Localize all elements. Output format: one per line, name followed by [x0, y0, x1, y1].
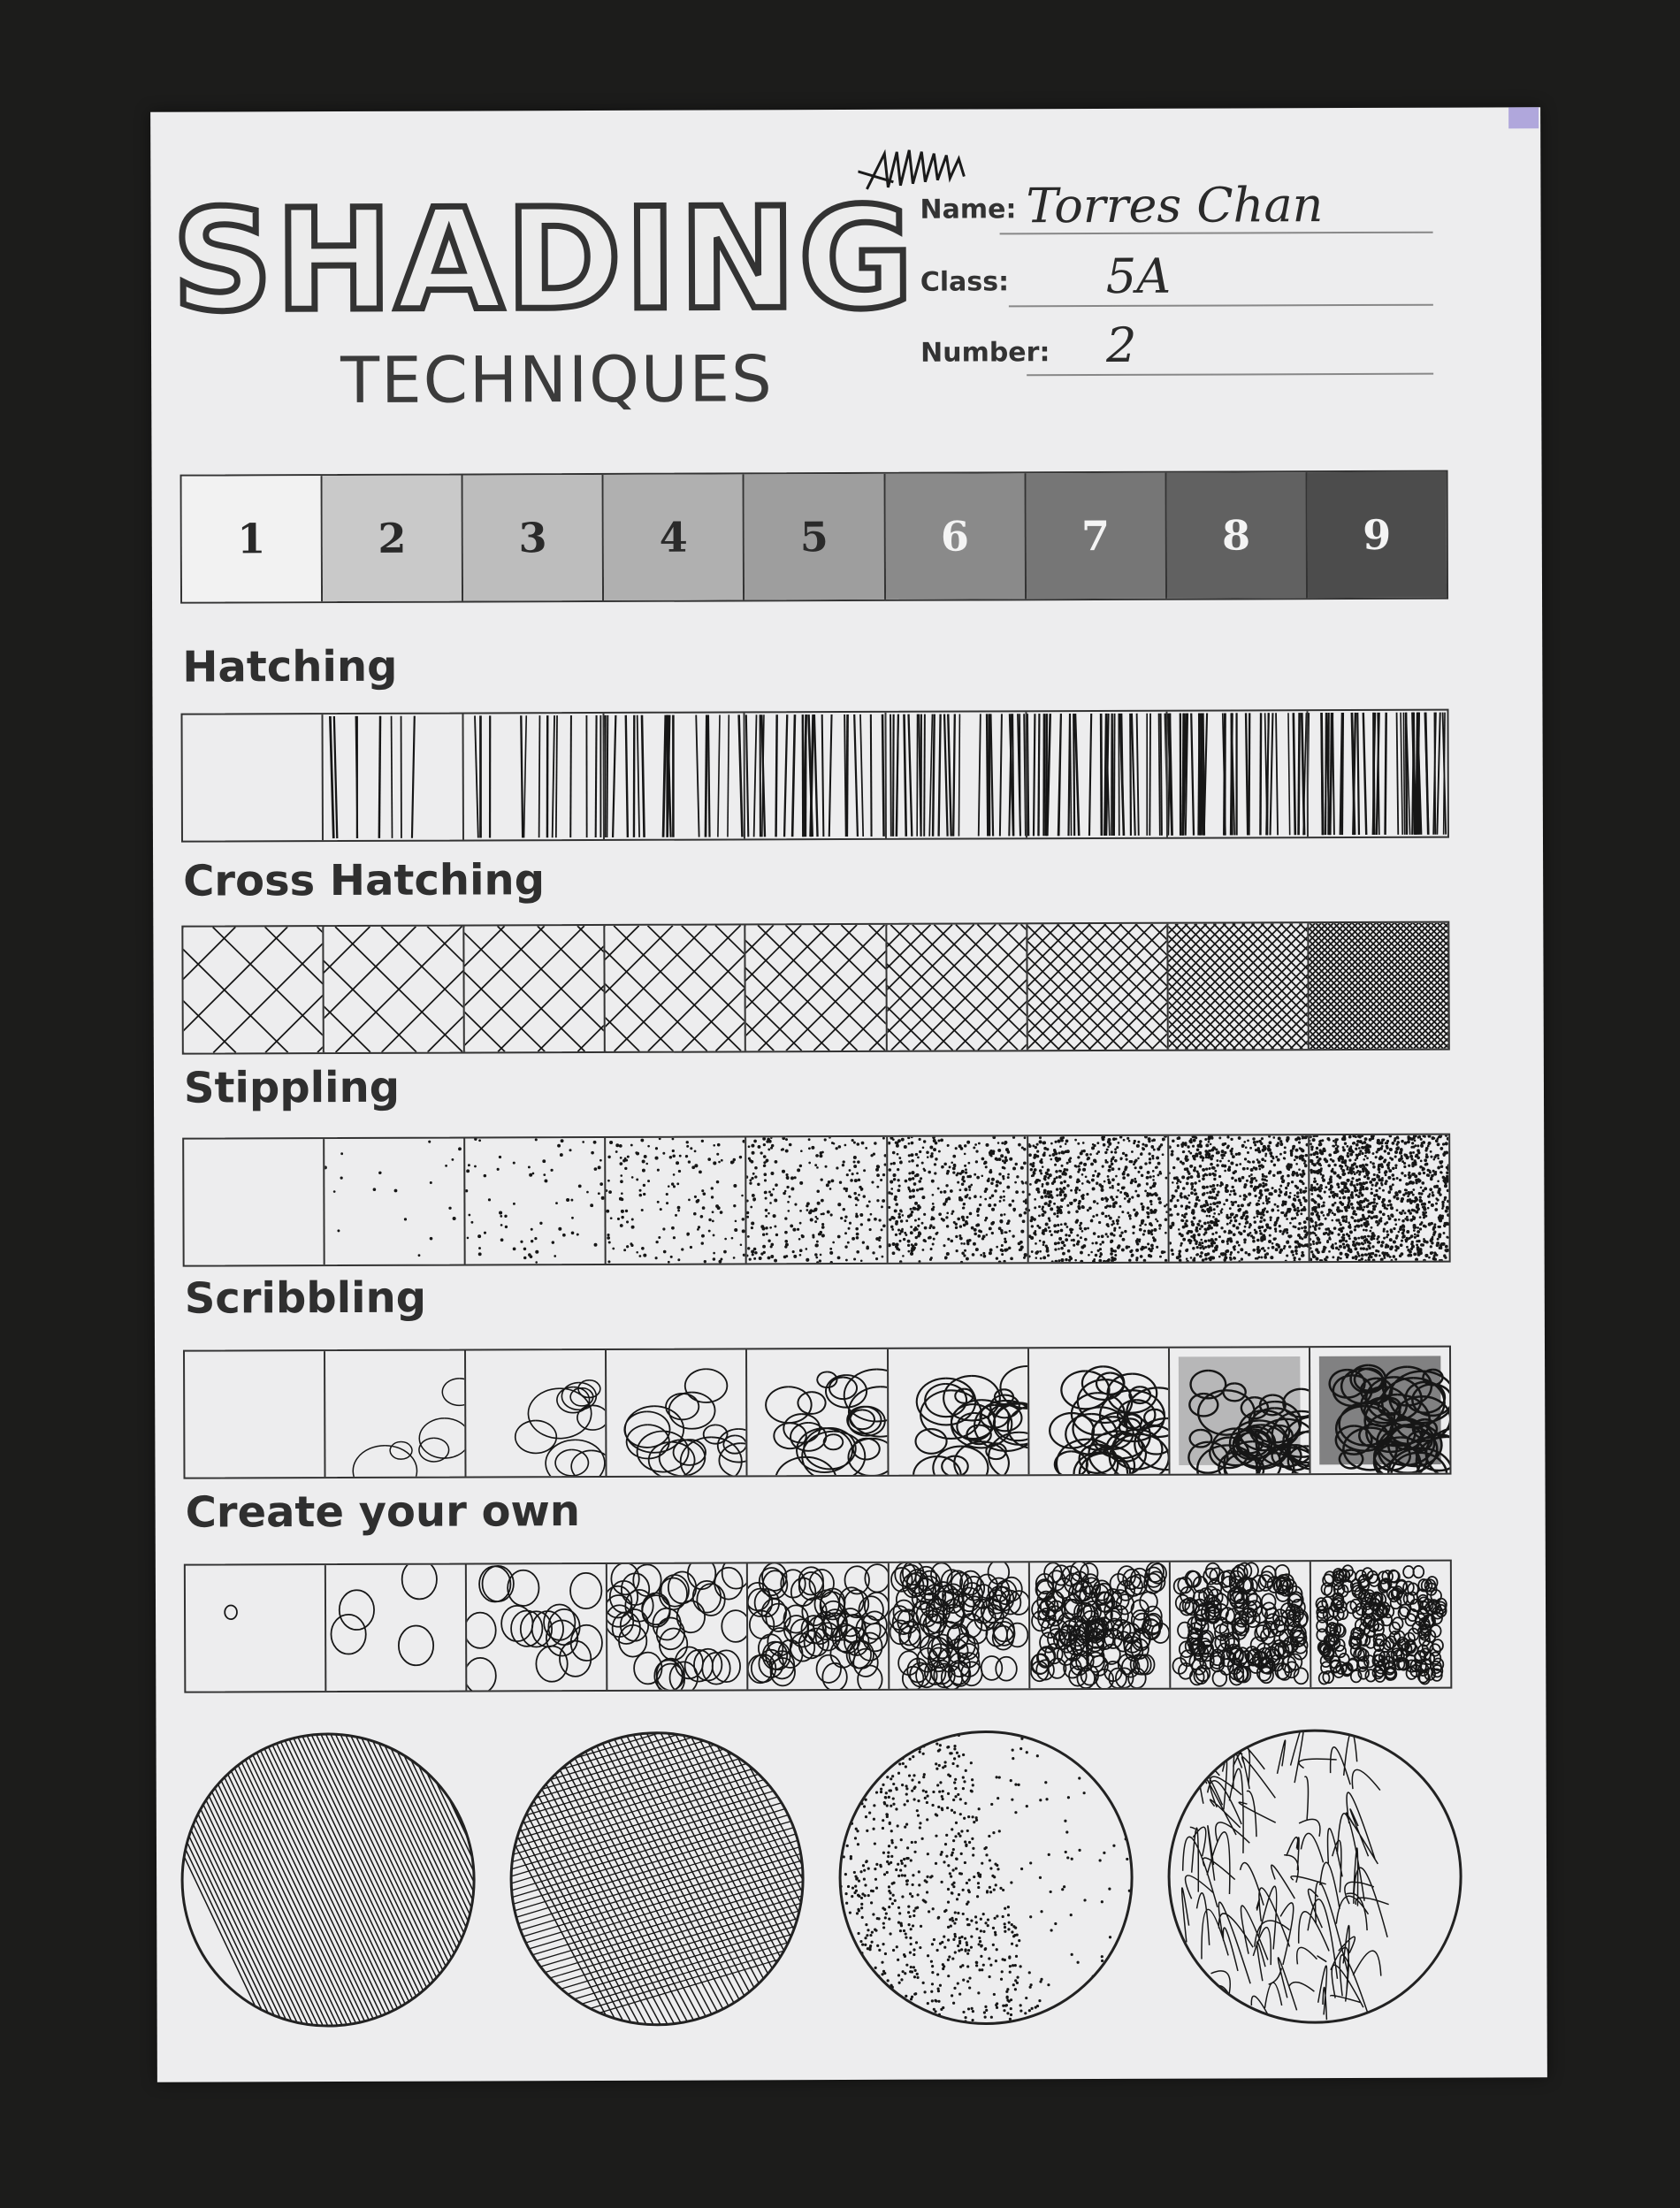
worksheet-subtitle: TECHNIQUES [340, 341, 774, 418]
stipple-cell [465, 1138, 607, 1264]
hatching-cell [1027, 712, 1168, 838]
class-handwriting: 5A [1105, 248, 1172, 304]
stipple-marks [1169, 1135, 1309, 1262]
hatching-cell [324, 714, 465, 841]
hatching-marks [182, 714, 322, 841]
value-cell [1026, 473, 1167, 600]
crosshatch-marks [465, 926, 605, 1052]
stipple-marks [1310, 1135, 1449, 1262]
stipple-cell [1169, 1135, 1310, 1262]
stipple-sphere [835, 1727, 1136, 2028]
hatching-cell [1167, 711, 1309, 837]
name-handwriting: Torres Chan [1026, 177, 1324, 234]
stippling-label: Stippling [183, 1062, 401, 1113]
scribble-sphere [1164, 1726, 1465, 2028]
crosshatch-cell [1027, 924, 1169, 1051]
scribble-cell [889, 1348, 1030, 1475]
hatching-marks [1308, 711, 1447, 837]
crosshatch-marks [1309, 923, 1448, 1050]
hatching-cell [182, 714, 324, 841]
circles-cell [889, 1562, 1030, 1689]
circles-cell [186, 1565, 327, 1692]
scribbling-strip [183, 1346, 1452, 1479]
number-line[interactable] [1027, 373, 1433, 377]
hatching-marks [605, 713, 745, 839]
stipple-marks [606, 1137, 745, 1264]
crosshatch-cell [887, 924, 1028, 1051]
stipple-cell [1310, 1135, 1449, 1262]
scribble-marks [747, 1349, 887, 1476]
scribble-marks [607, 1349, 746, 1476]
scribble-marks [1310, 1348, 1450, 1474]
value-number: 6 [940, 512, 970, 561]
crosshatch-sphere [507, 1728, 808, 2029]
circles-marks [748, 1563, 888, 1690]
scribble-marks [185, 1351, 325, 1478]
hatching-cell [886, 712, 1027, 838]
value-cell [885, 473, 1027, 600]
scribble-cell [185, 1351, 326, 1478]
number-handwriting: 2 [1105, 317, 1137, 373]
number-label: Number: [920, 337, 1050, 369]
crosshatch-marks [887, 924, 1027, 1051]
hatching-marks [886, 712, 1026, 838]
stipple-marks [184, 1139, 324, 1265]
crosshatch-cell [183, 927, 325, 1053]
stipple-cell [606, 1137, 747, 1264]
stipple-marks [325, 1139, 464, 1265]
stipple-cell [747, 1137, 889, 1264]
scribble-marks [889, 1348, 1028, 1475]
hatching-cell [605, 713, 746, 839]
stipple-cell [184, 1139, 325, 1265]
crosshatch-marks [746, 925, 886, 1051]
circles-marks [1030, 1562, 1170, 1689]
hatching-label: Hatching [182, 641, 398, 692]
hatching-marks [324, 714, 463, 841]
value-number: 3 [518, 514, 547, 562]
circles-cell [467, 1564, 608, 1691]
create-your-own-strip [184, 1560, 1453, 1693]
scribble-marks [466, 1350, 606, 1477]
stipple-marks [465, 1138, 605, 1264]
hatching-marks [1027, 712, 1166, 838]
crosshatch-cell [465, 926, 607, 1052]
hatching-cell [464, 714, 606, 840]
scribble-marks [325, 1351, 465, 1478]
circles-marks [607, 1563, 747, 1690]
worksheet-title: SHADING [172, 177, 917, 343]
stipple-cell [1028, 1136, 1170, 1263]
value-scale [180, 470, 1449, 604]
crosshatch-marks [324, 927, 463, 1053]
crosshatch-marks [1168, 923, 1308, 1050]
stippling-strip [182, 1134, 1451, 1267]
name-label: Name: [920, 194, 1017, 225]
stipple-marks [747, 1137, 887, 1264]
circles-cell [326, 1565, 468, 1692]
tape-tab [1508, 107, 1539, 128]
scribble-marks [1029, 1348, 1169, 1475]
hatching-cell [1308, 711, 1447, 837]
hatching-marks [745, 713, 885, 839]
circles-cell [1311, 1562, 1451, 1688]
circles-marks [1171, 1562, 1310, 1688]
circles-marks [1311, 1562, 1451, 1688]
cross-hatching-strip [181, 921, 1450, 1055]
value-number: 2 [378, 514, 407, 562]
value-number: 5 [799, 513, 829, 562]
scribble-marks [1170, 1348, 1310, 1474]
circles-cell [1030, 1562, 1172, 1689]
crosshatch-cell [606, 925, 747, 1051]
scribble-cell [607, 1349, 748, 1476]
circles-marks [326, 1565, 466, 1692]
stipple-marks [888, 1136, 1027, 1263]
crosshatch-cell [324, 927, 465, 1053]
shading-spheres [178, 1725, 1523, 2048]
value-number: 1 [237, 515, 266, 563]
value-cell [323, 476, 464, 602]
hatching-strip [180, 709, 1449, 843]
scribble-cell [325, 1351, 467, 1478]
value-cell [1166, 472, 1308, 599]
class-label: Class: [920, 266, 1010, 298]
scribble-cell [747, 1349, 889, 1476]
crosshatch-marks [1027, 924, 1167, 1051]
circles-cell [607, 1563, 749, 1690]
value-cell [463, 475, 605, 601]
scribble-cell [466, 1350, 607, 1477]
value-number: 7 [1081, 511, 1111, 561]
value-cell [745, 474, 886, 600]
class-line[interactable] [1009, 304, 1433, 308]
worksheet-paper [150, 107, 1547, 2082]
crosshatch-marks [606, 925, 745, 1051]
scribble-cell [1170, 1348, 1311, 1474]
circles-marks [889, 1562, 1028, 1689]
hatching-cell [745, 713, 887, 839]
crosshatch-cell [1309, 923, 1448, 1050]
crosshatch-cell [746, 925, 888, 1051]
hatching-marks [464, 714, 604, 840]
value-number: 9 [1363, 510, 1392, 559]
cross-hatching-label: Cross Hatching [183, 855, 546, 906]
hatching-sphere [178, 1729, 479, 2030]
scribbling-label: Scribbling [184, 1272, 427, 1324]
stipple-cell [325, 1139, 466, 1265]
scribble-cell [1029, 1348, 1171, 1475]
circles-marks [186, 1565, 325, 1692]
crosshatch-marks [183, 927, 323, 1053]
value-cell [604, 474, 745, 600]
stipple-cell [888, 1136, 1029, 1263]
value-cell [1307, 472, 1447, 599]
circles-cell [1171, 1562, 1312, 1688]
crosshatch-cell [1168, 923, 1310, 1050]
value-number: 4 [659, 513, 688, 562]
stipple-marks [1028, 1136, 1168, 1263]
hatching-marks [1167, 711, 1307, 837]
create-your-own-label: Create your own [185, 1486, 581, 1538]
circles-marks [467, 1564, 607, 1691]
scribble-cell [1310, 1348, 1450, 1474]
value-cell [182, 476, 324, 602]
circles-cell [748, 1563, 890, 1690]
value-number: 8 [1222, 511, 1251, 560]
